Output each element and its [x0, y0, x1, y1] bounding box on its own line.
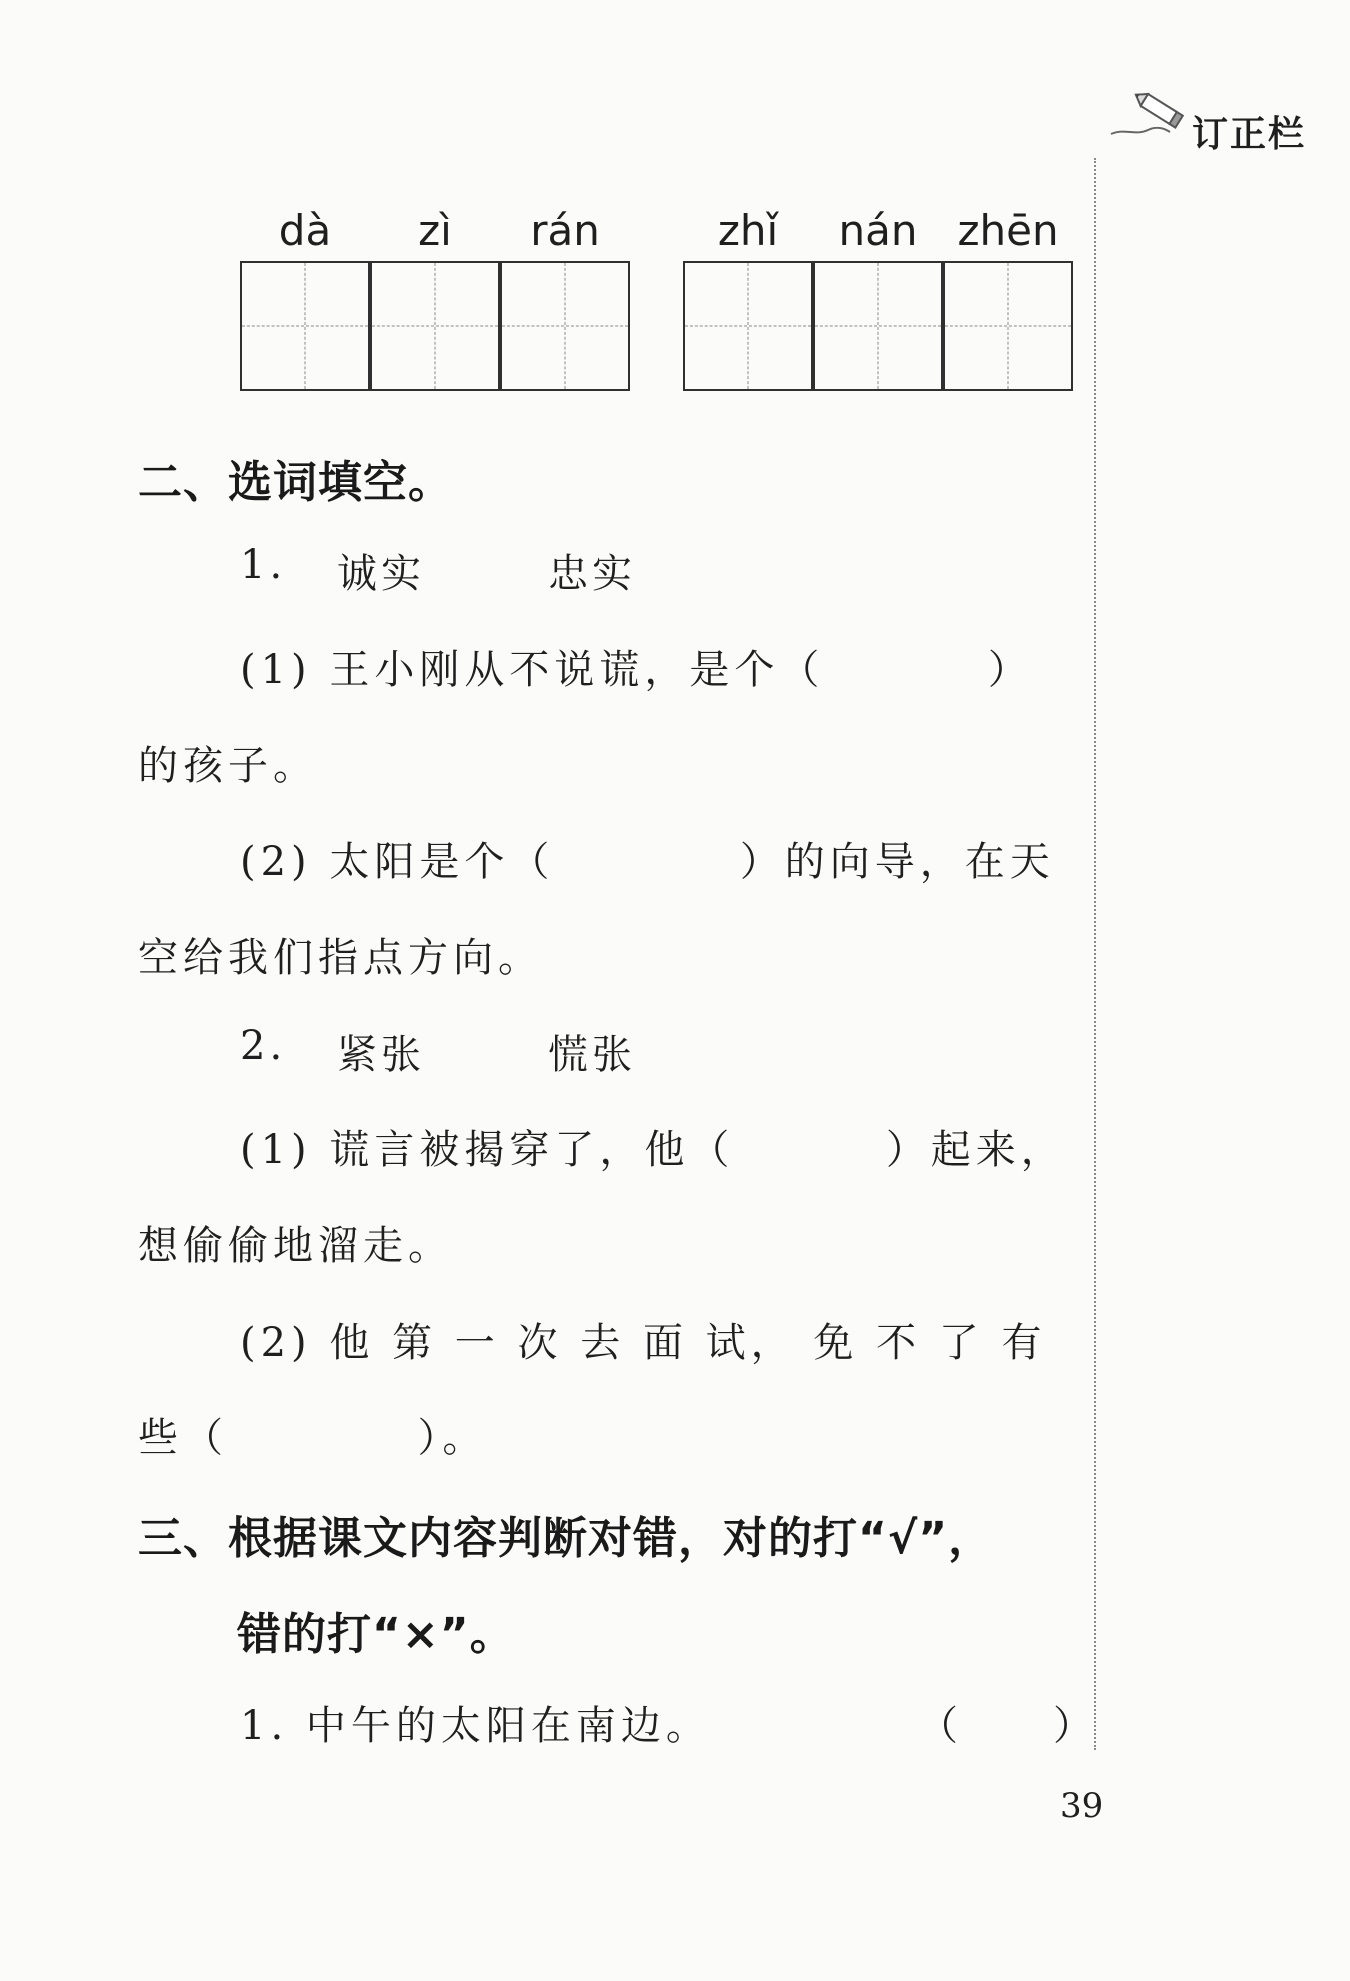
pinyin-zhen: zhēn	[957, 206, 1059, 255]
correction-column-header	[1106, 92, 1332, 162]
pencil-icon	[1106, 92, 1196, 152]
correction-column-divider	[1094, 158, 1096, 1750]
q2-item1-line2: 想偷偷地溜走。	[138, 1223, 453, 1269]
writing-box-5[interactable]	[813, 261, 943, 391]
q1-item1-line1	[240, 638, 1033, 695]
q1-option-zhongshi: 忠实	[548, 551, 636, 597]
q2-item2-line2	[138, 1406, 487, 1463]
q2-item2-suffix: ）。	[417, 1415, 488, 1461]
writing-box-4[interactable]	[683, 261, 813, 391]
q1-item2-line1	[240, 830, 1055, 887]
q1-item1-prefix: (1) 王小刚从不说谎，是个（	[240, 647, 825, 693]
pinyin-ran: rán	[530, 206, 600, 255]
correction-column-label: 订正栏	[1192, 114, 1307, 155]
section-three-q1-text: 1. 中午的太阳在南边。	[240, 1703, 711, 1749]
q2-item1-suffix: ）起来，	[885, 1127, 1066, 1173]
pinyin-nan: nán	[838, 206, 918, 255]
section-two-title: 二、选词填空。	[138, 457, 453, 508]
q1-item2-suffix: ）的向导，在天	[739, 839, 1055, 885]
writing-box-1[interactable]	[240, 261, 370, 391]
q2-item2-line1: (2) 他 第 一 次 去 面 试， 免 不 了 有	[240, 1320, 1047, 1366]
q1-option-chengshi: 诚实	[337, 551, 425, 597]
q1-label: 1.	[240, 542, 287, 588]
page-number: 39	[1060, 1786, 1104, 1826]
q2-label: 2.	[240, 1023, 287, 1069]
q2-item1-line1	[240, 1118, 1066, 1175]
q1-item2-prefix: (2) 太阳是个（	[240, 839, 555, 885]
pinyin-zi: zì	[418, 206, 452, 255]
writing-box-2[interactable]	[370, 261, 500, 391]
q2-item2-prefix: 些（	[138, 1415, 228, 1461]
writing-box-3[interactable]	[500, 261, 630, 391]
q2-option-huangzhang: 慌张	[548, 1032, 636, 1078]
pinyin-da: dà	[278, 206, 332, 255]
q2-option-jinzhang: 紧张	[337, 1032, 425, 1078]
q1-item1-line2: 的孩子。	[138, 743, 318, 789]
pinyin-zhi: zhǐ	[717, 206, 779, 255]
q1-item1-suffix: ）	[987, 647, 1033, 693]
q2-item1-prefix: (1) 谎言被揭穿了，他（	[240, 1127, 735, 1173]
section-three-q1-answer-paren[interactable]: （ ）	[918, 1703, 1098, 1749]
section-three-title-line2: 错的打“×”。	[237, 1609, 515, 1660]
writing-box-6[interactable]	[943, 261, 1073, 391]
section-three-title-line1: 三、根据课文内容判断对错，对的打“√”，	[138, 1513, 994, 1564]
q1-item2-line2: 空给我们指点方向。	[138, 935, 543, 981]
